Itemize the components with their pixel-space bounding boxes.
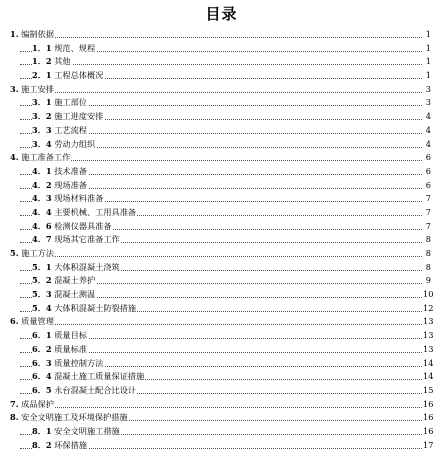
toc-entry-page-number: 4	[423, 110, 431, 124]
toc-entry-text: 施工准备工作	[21, 152, 71, 163]
toc-entry-number: 3.	[10, 83, 19, 94]
toc-entry-number: 7.	[10, 398, 19, 409]
toc-entry-label	[10, 151, 71, 165]
toc-entry[interactable]	[0, 384, 443, 398]
toc-entry-text: 现场材料准备	[54, 193, 104, 204]
dot-leader	[20, 256, 426, 257]
toc-entry-page-number: 7	[423, 220, 431, 234]
toc-entry-number: 6.	[10, 316, 19, 327]
toc-entry-number: 2．1	[32, 70, 52, 81]
toc-entry-text: 施工方法	[21, 248, 54, 258]
toc-entry-text: 质量管理	[21, 316, 54, 327]
toc-entry-page-number: 8	[423, 247, 431, 261]
toc-entry-text: 施工部位	[54, 97, 87, 108]
toc-entry[interactable]	[0, 411, 443, 425]
toc-entry-label	[32, 165, 88, 179]
toc-entry-label	[32, 357, 104, 371]
toc-entry-label	[32, 261, 121, 275]
toc-entry-label	[32, 274, 96, 288]
toc-entry-text: 技术准备	[54, 165, 87, 176]
toc-entry[interactable]	[0, 247, 443, 261]
toc-entry-label	[32, 206, 137, 220]
toc-entry-text: 施工进度安排	[54, 111, 104, 122]
toc-entry-number: 6．2	[32, 343, 52, 354]
toc-entry-page-number: 6	[423, 151, 431, 165]
toc-entry-text: 混凝土养护	[54, 275, 96, 286]
toc-entry[interactable]	[0, 370, 443, 384]
toc-entry[interactable]	[0, 315, 443, 329]
toc-entry[interactable]	[0, 28, 443, 42]
toc-entry-number: 4.	[10, 152, 19, 163]
toc-entry-text: 混凝土测温	[54, 289, 96, 300]
toc-entry-text: 大体积混凝土防裂措施	[54, 302, 137, 313]
toc-entry-text: 环保措施	[54, 439, 87, 450]
toc-entry-number: 1．2	[32, 56, 52, 67]
toc-entry-number: 5．2	[32, 275, 52, 286]
toc-entry-text: 检测仪器具准备	[54, 220, 112, 231]
toc-entry-label	[32, 96, 88, 110]
toc-entry-label	[32, 384, 137, 398]
toc-entry-number: 4．2	[32, 179, 52, 190]
toc-entry-number: 6．1	[32, 330, 52, 341]
dot-leader	[20, 407, 426, 408]
toc-entry-page-number: 10	[423, 288, 431, 302]
toc-entry-page-number: 7	[423, 192, 431, 206]
toc-entry-page-number: 1	[423, 28, 431, 42]
toc-title: 目录	[205, 5, 238, 23]
toc-entry-text: 编制依据	[21, 29, 54, 39]
toc-entry-label	[10, 247, 55, 261]
toc-entry[interactable]	[0, 233, 443, 247]
dot-leader	[20, 92, 426, 93]
dot-leader	[20, 64, 426, 65]
toc-entry-text: 安全文明施工及环境保护措施	[21, 412, 128, 423]
toc-entry[interactable]	[0, 425, 443, 439]
toc-entry-label	[32, 439, 88, 453]
toc-entry-label	[32, 425, 121, 439]
toc-entry-number: 6．5	[32, 384, 52, 395]
toc-entry-text: 规范、规程	[54, 42, 96, 53]
toc-entry-label	[10, 83, 55, 97]
toc-entry[interactable]	[0, 83, 443, 97]
toc-entry-label	[10, 411, 129, 425]
toc-entry[interactable]	[0, 55, 443, 69]
toc-entry-page-number: 3	[423, 96, 431, 110]
toc-entry[interactable]	[0, 151, 443, 165]
toc-entry[interactable]	[0, 288, 443, 302]
toc-entry-number: 4．1	[32, 165, 52, 176]
toc-entry-label	[32, 343, 88, 357]
toc-entry-text: 质量目标	[54, 330, 87, 341]
toc-entry[interactable]	[0, 124, 443, 138]
toc-entry-label	[32, 329, 88, 343]
toc-entry-text: 混凝土施工质量保证措施	[54, 371, 145, 382]
dot-leader	[20, 37, 426, 38]
toc-entry-number: 6．3	[32, 357, 52, 368]
toc-entry-page-number: 16	[423, 411, 431, 425]
toc-entry-page-number: 13	[423, 315, 431, 329]
toc-entry[interactable]	[0, 274, 443, 288]
toc-entry-label	[32, 220, 113, 234]
toc-entry-page-number: 13	[423, 343, 431, 357]
toc-entry-number: 4．4	[32, 206, 52, 217]
toc-entry-page-number: 6	[423, 179, 431, 193]
toc-entry-label	[32, 179, 88, 193]
toc-entry-number: 4．6	[32, 220, 52, 231]
toc-entry[interactable]	[0, 220, 443, 234]
toc-entry-label	[10, 28, 55, 42]
toc-entry-page-number: 9	[423, 274, 431, 288]
toc-entry-text: 施工安排	[21, 83, 54, 94]
toc-entry-label	[32, 42, 96, 56]
toc-entry-label	[32, 370, 145, 384]
toc-entry[interactable]	[0, 96, 443, 110]
toc-entry[interactable]	[0, 261, 443, 275]
dot-leader	[20, 324, 426, 325]
toc-entry-page-number: 6	[423, 165, 431, 179]
toc-entry-text: 质量控制方法	[54, 357, 104, 368]
toc-entry-label	[32, 110, 104, 124]
toc-entry-label	[10, 315, 55, 329]
toc-entry-label	[10, 398, 55, 412]
toc-entry-number: 6．4	[32, 371, 52, 382]
toc-entry-page-number: 7	[423, 206, 431, 220]
toc-entry-label	[32, 138, 96, 152]
toc-entry-page-number: 15	[423, 384, 431, 398]
toc-entry-text: 安全文明施工措施	[54, 425, 120, 436]
toc-entry-label	[32, 302, 137, 316]
toc-entry-page-number: 8	[423, 261, 431, 275]
toc-entry-text: 永台混凝土配合比设计	[54, 384, 137, 395]
toc-entry-number: 5.	[10, 248, 19, 258]
toc-entry-number: 1．1	[32, 42, 52, 53]
toc-entry-page-number: 17	[423, 439, 431, 453]
toc-entry-label	[32, 192, 104, 206]
toc-entry-text: 现场其它准备工作	[54, 234, 120, 245]
toc-entry-text: 现场准备	[54, 179, 87, 190]
toc-entry[interactable]	[0, 343, 443, 357]
toc-entry-label	[32, 288, 96, 302]
toc-entry[interactable]	[0, 329, 443, 343]
toc-entry-page-number: 4	[423, 138, 431, 152]
toc-entry-number: 5．4	[32, 302, 52, 313]
toc-entry-page-number: 12	[423, 302, 431, 316]
toc-entry-page-number: 8	[423, 233, 431, 247]
toc-entry[interactable]	[0, 439, 443, 453]
toc-entry-label	[32, 233, 121, 247]
toc-entry-page-number: 1	[423, 42, 431, 56]
toc-entry-label	[32, 55, 72, 69]
toc-entry[interactable]	[0, 357, 443, 371]
toc-entry-number: 4．7	[32, 234, 52, 245]
toc-entry[interactable]	[0, 42, 443, 56]
toc-entry[interactable]	[0, 302, 443, 316]
toc-entry-number: 3．3	[32, 124, 52, 135]
toc-entry-text: 工程总体概况	[54, 70, 104, 81]
toc-entry-page-number: 16	[423, 425, 431, 439]
toc-entry-page-number: 1	[423, 55, 431, 69]
toc-entry-number: 3．2	[32, 111, 52, 122]
toc-entry-number: 5．3	[32, 289, 52, 300]
toc-entry-text: 主要机械、工用具准备	[54, 206, 137, 217]
toc-entry[interactable]	[0, 138, 443, 152]
toc-entry-page-number: 3	[423, 83, 431, 97]
toc-entry-number: 4．3	[32, 193, 52, 204]
toc-entry-number: 8．2	[32, 439, 52, 450]
toc-entry[interactable]	[0, 398, 443, 412]
toc-entry-label	[32, 69, 104, 83]
table-of-contents	[0, 28, 443, 452]
toc-entry-page-number: 1	[423, 69, 431, 83]
toc-entry-page-number: 4	[423, 124, 431, 138]
toc-entry-number: 8．1	[32, 425, 52, 436]
toc-entry-page-number: 16	[423, 398, 431, 412]
toc-entry-text: 质量标准	[54, 343, 87, 354]
toc-entry-text: 成品保护	[21, 398, 54, 409]
toc-entry-number: 8.	[10, 412, 19, 423]
toc-entry[interactable]	[0, 206, 443, 220]
toc-entry-page-number: 14	[423, 370, 431, 384]
dot-leader	[20, 160, 426, 161]
toc-entry[interactable]	[0, 110, 443, 124]
toc-entry[interactable]	[0, 165, 443, 179]
toc-entry-number: 3．4	[32, 138, 52, 149]
toc-entry[interactable]	[0, 69, 443, 83]
toc-entry-number: 1.	[10, 29, 19, 39]
toc-entry-text: 工艺流程	[54, 124, 87, 135]
toc-entry[interactable]	[0, 192, 443, 206]
toc-entry-page-number: 13	[423, 329, 431, 343]
toc-entry-number: 3．1	[32, 97, 52, 108]
toc-entry-text: 其他	[54, 56, 71, 67]
toc-entry-label	[32, 124, 88, 138]
toc-entry-page-number: 14	[423, 357, 431, 371]
toc-entry-text: 大体积混凝土浇筑	[54, 261, 120, 272]
toc-entry[interactable]	[0, 179, 443, 193]
toc-entry-text: 劳动力组织	[54, 138, 96, 149]
toc-entry-number: 5．1	[32, 261, 52, 272]
